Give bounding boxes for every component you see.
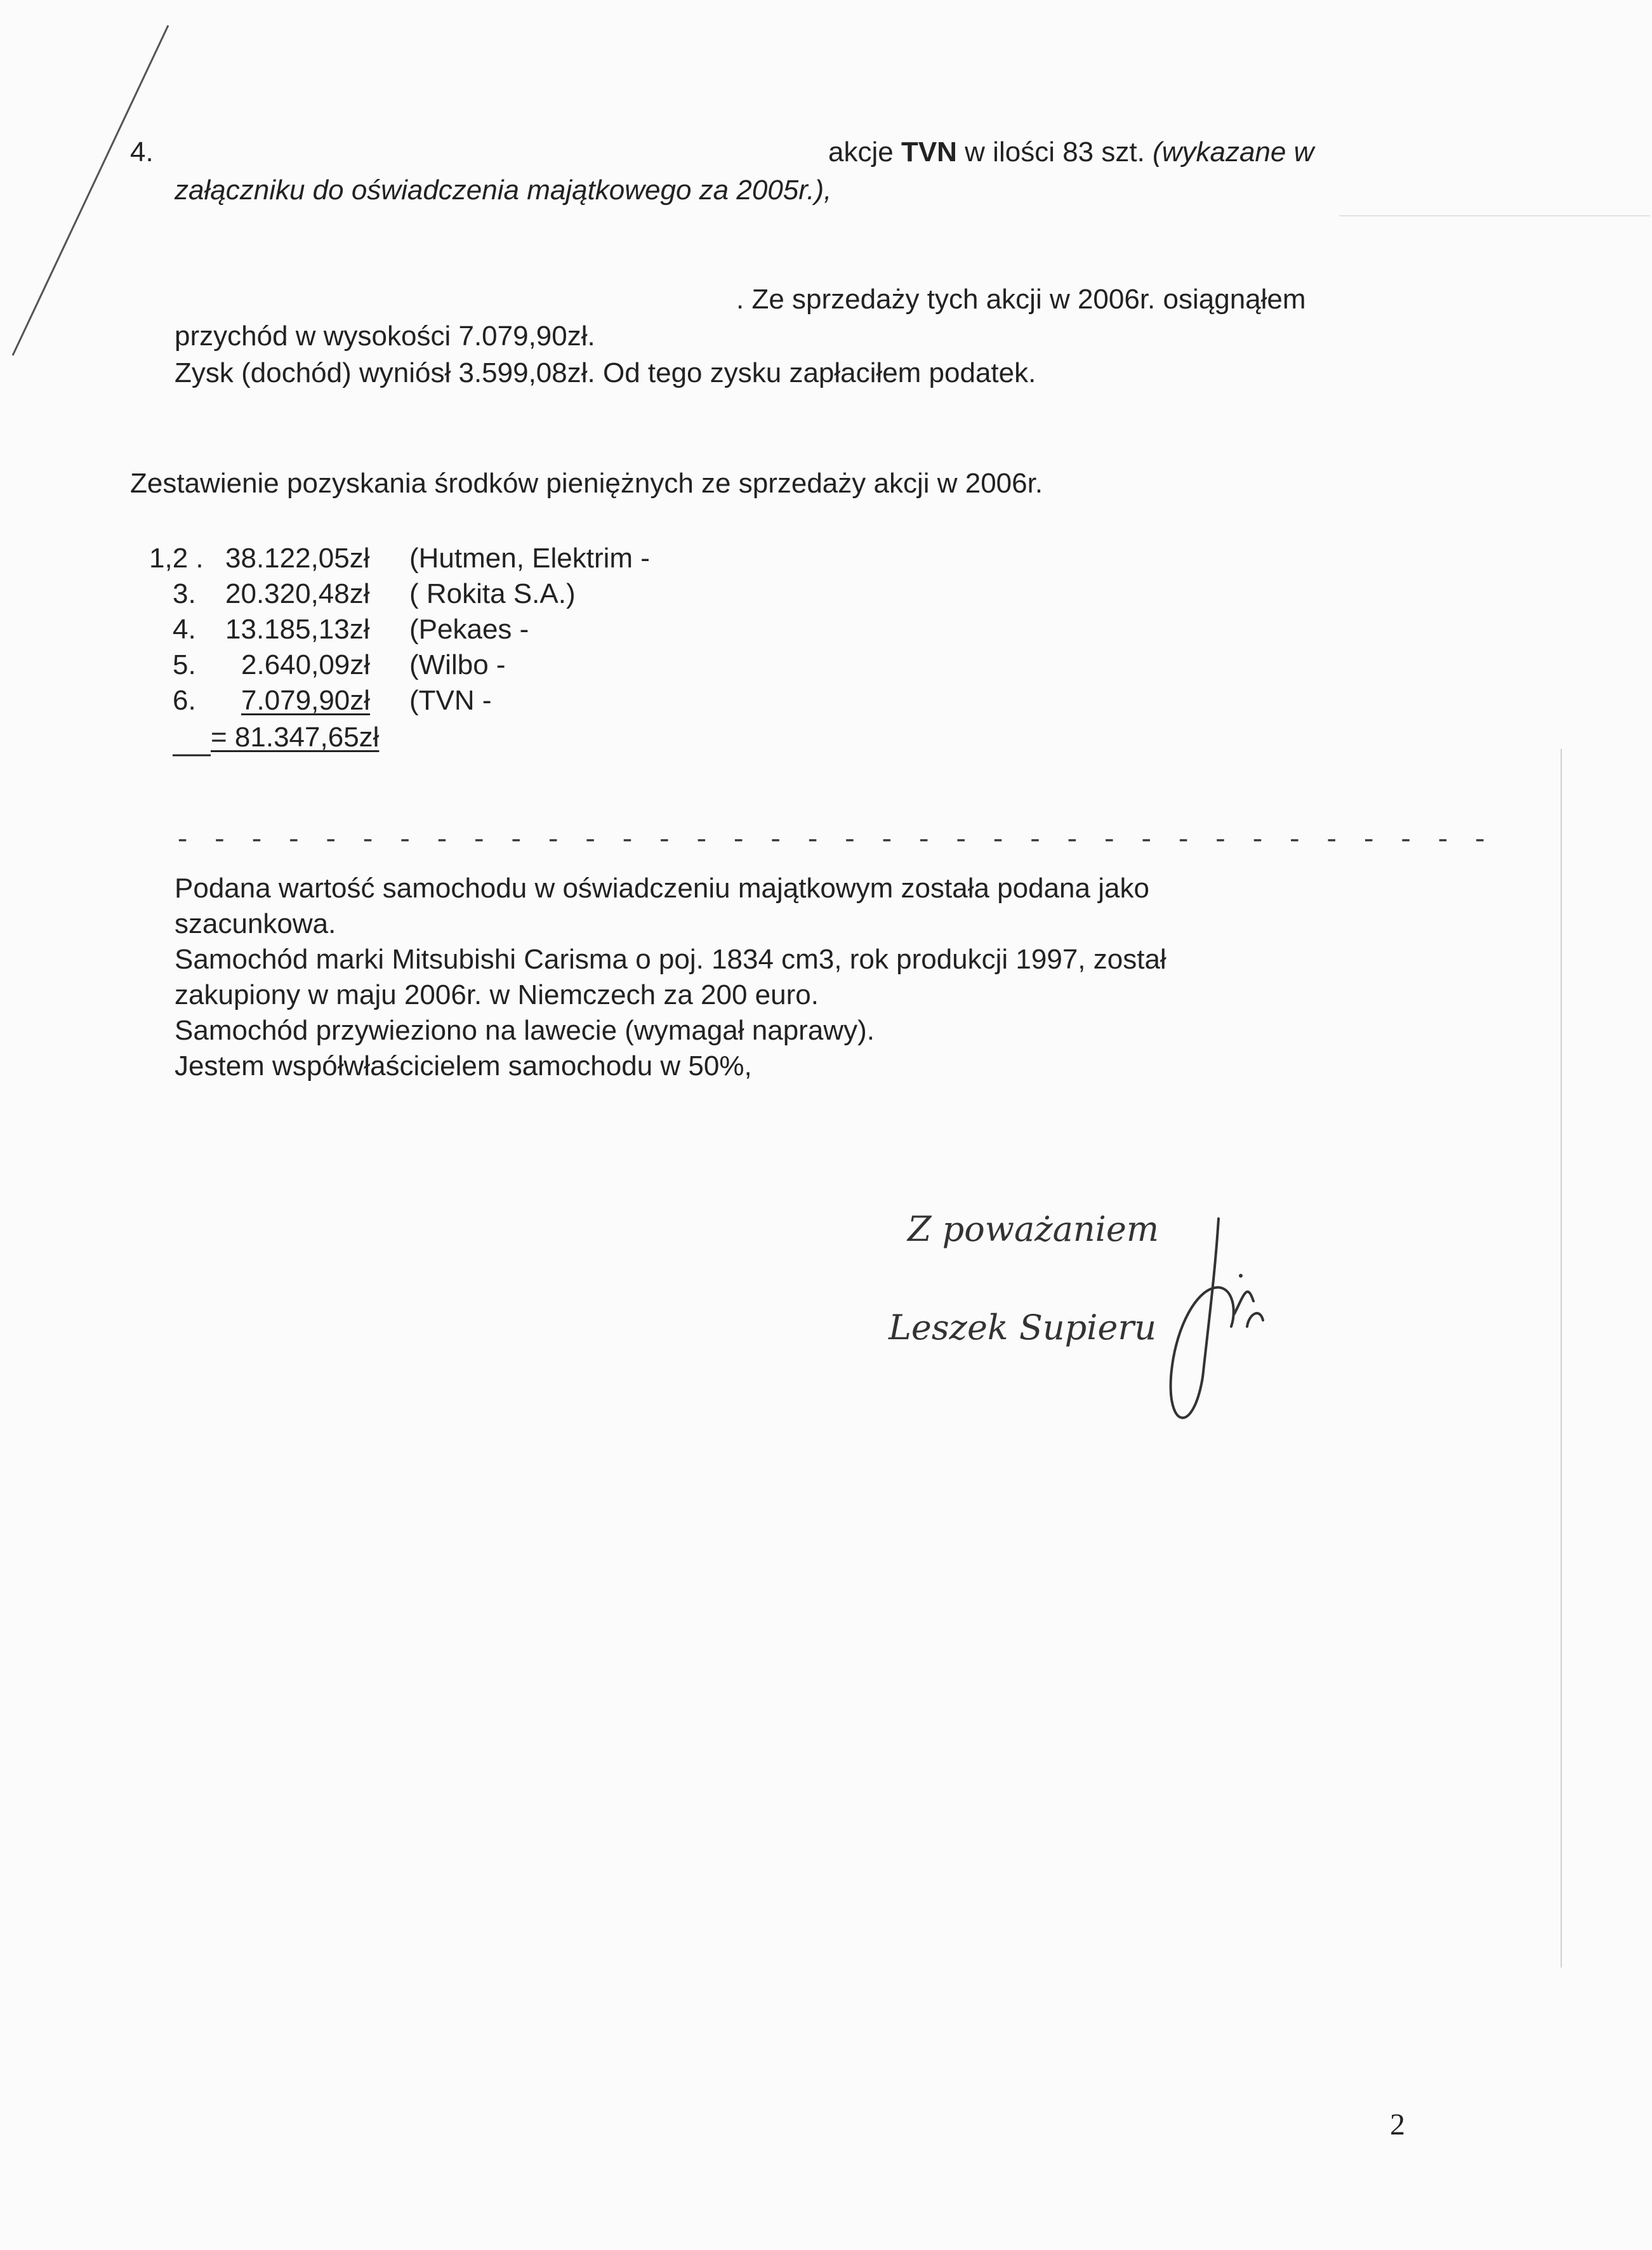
separator-dashes: - - - - - - - - - - - - - - - - - - - - - - - - - - - - - - - - - - - - [175, 825, 1491, 856]
row-desc: (Hutmen, Elektrim - [409, 543, 650, 574]
row-amount: 20.320,48zł [225, 578, 370, 609]
row-num: 5. [173, 649, 196, 680]
row-num: 3. [173, 578, 196, 609]
item4-first-line [828, 138, 1314, 166]
item4-text-before: akcje [828, 136, 901, 168]
car-line-6: Jestem współwłaścicielem samochodu w 50%, [175, 1050, 752, 1082]
row-desc: (TVN - [409, 685, 492, 716]
margin-stroke [13, 25, 168, 355]
handwritten-closing: Z poważaniem [908, 1209, 1160, 1249]
summary-total: = 81.347,65zł [211, 722, 380, 753]
page-number: 2 [1390, 2108, 1405, 2141]
item4-text-after: w ilości 83 szt. [956, 136, 1153, 168]
row-amount: 38.122,05zł [225, 543, 370, 574]
row-num: 6. [173, 685, 196, 716]
item4-bold-word: TVN [901, 136, 957, 168]
sale-line-2: przychód w wysokości 7.079,90zł. [175, 321, 595, 352]
summary-heading: Zestawienie pozyskania środków pieniężnych ze sprzedaży akcji w 2006r. [130, 468, 1043, 499]
car-line-1: Podana wartość samochodu w oświadczeniu majątkowym została podana jako [175, 873, 1149, 904]
row-amount: 13.185,13zł [225, 614, 370, 645]
row-num: 1,2 . [149, 543, 204, 574]
row-desc: (Pekaes - [409, 614, 529, 645]
sale-line-1: . Ze sprzedaży tych akcji w 2006r. osiągnąłem [736, 284, 1306, 315]
row-desc: (Wilbo - [409, 649, 506, 680]
row-desc: ( Rokita S.A.) [409, 578, 576, 609]
sale-line-3: Zysk (dochód) wyniósł 3.599,08zł. Od tego zysku zapłaciłem podatek. [175, 357, 1036, 388]
item4-italic-2: załączniku do oświadczenia majątkowego za 2005r.), [175, 175, 832, 206]
row-amount: 7.079,90zł [241, 685, 371, 716]
car-line-5: Samochód przywieziono na lawecie (wymagał naprawy). [175, 1015, 875, 1046]
handwritten-name: Leszek Supieru [889, 1307, 1156, 1347]
car-line-4: zakupiony w maju 2006r. w Niemczech za 200 euro. [175, 979, 819, 1010]
item4-italic-1: (wykazane w [1153, 136, 1314, 168]
row-num: 4. [173, 614, 196, 645]
car-line-3: Samochód marki Mitsubishi Carisma o poj. 1834 cm3, rok produkcji 1997, został [175, 944, 1166, 975]
car-line-2: szacunkowa. [175, 908, 336, 939]
row-amount: 2.640,09zł [241, 649, 371, 680]
item-number: 4. [130, 136, 154, 168]
